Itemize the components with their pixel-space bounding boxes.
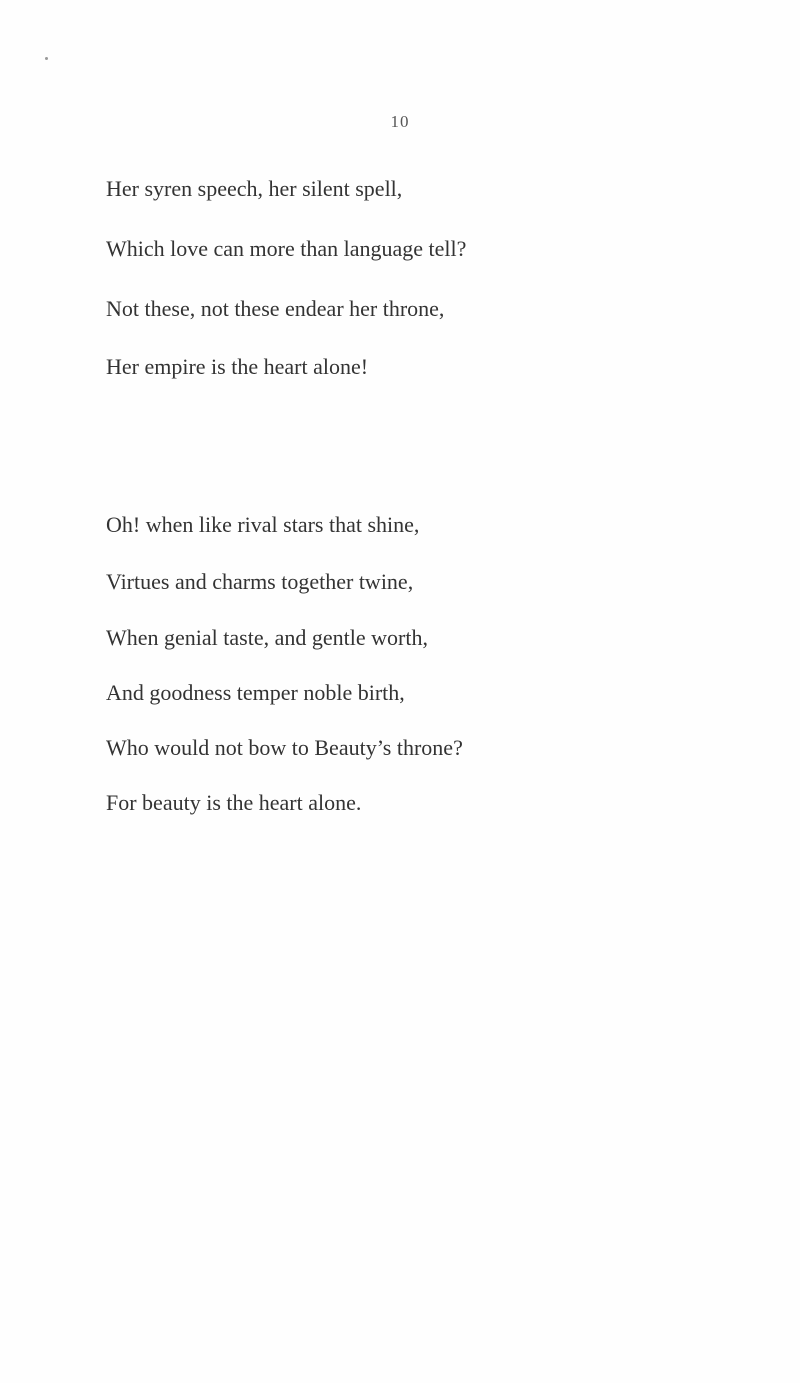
poem-line: Which love can more than language tell? [106,236,467,261]
poem-line: Her syren speech, her silent spell, [106,176,403,201]
poem-line: When genial taste, and gentle worth, [106,625,428,650]
poem-line: Who would not bow to Beauty’s throne? [106,735,463,760]
page-number: 10 [390,112,410,131]
paper-speck [45,57,48,60]
poem-line: Not these, not these endear her throne, [106,296,445,321]
poem-line: Virtues and charms together twine, [106,569,414,594]
poem-line: Oh! when like rival stars that shine, [106,512,420,537]
poem-line: Her empire is the heart alone! [106,354,369,379]
poem-line: And goodness temper noble birth, [106,680,405,705]
poem-line: For beauty is the heart alone. [106,790,362,815]
